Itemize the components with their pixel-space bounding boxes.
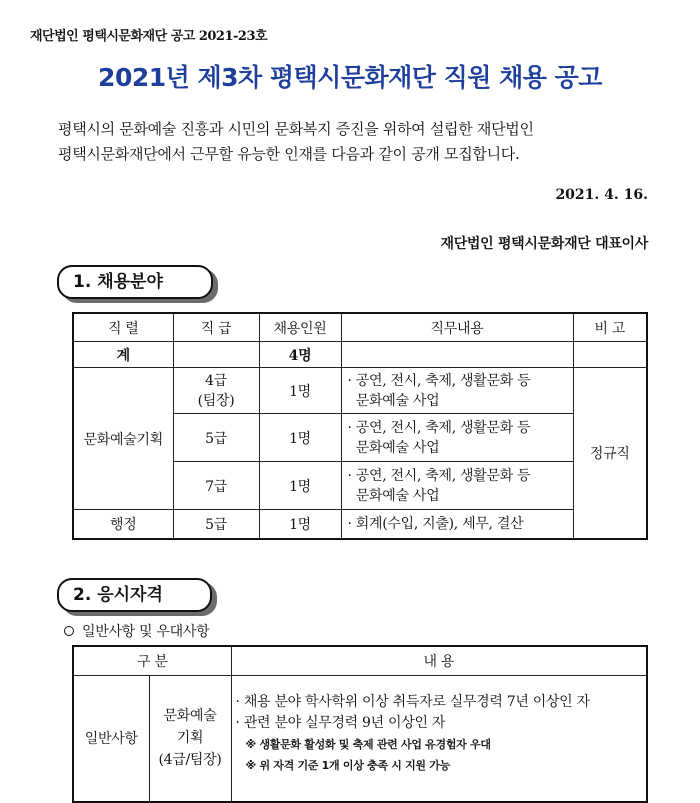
position-cell: 문화예술 기획 (4급/팀장): [149, 676, 231, 802]
count-cell: 1명: [259, 368, 341, 414]
circle-bullet-icon: [64, 626, 74, 636]
empty-cell: [173, 342, 259, 368]
total-row: [73, 342, 647, 368]
col-header-category: 구 분: [73, 646, 231, 676]
col-header-duty: 직무내용: [341, 313, 573, 342]
series-cell: 행정: [73, 510, 173, 539]
count-cell: 1명: [259, 414, 341, 462]
table-row: [73, 368, 647, 414]
duty-cell: · 회계(수입, 지출), 세무, 결산: [341, 510, 573, 539]
qualification-table: [72, 645, 648, 803]
col-header-remark: 비 고: [573, 313, 647, 342]
grade-cell: 5급: [173, 510, 259, 539]
remark-cell: 정규직: [573, 368, 647, 539]
col-header-series: 직 렬: [73, 313, 173, 342]
col-header-count: 채용인원: [259, 313, 341, 342]
grade-cell: 7급: [173, 462, 259, 510]
intro-paragraph: [58, 117, 658, 167]
table-row: [73, 510, 647, 539]
duty-cell: · 공연, 전시, 축제, 생활문화 등 문화예술 사업: [341, 462, 573, 510]
series-cell: 문화예술기획: [73, 368, 173, 510]
note-item: ※ 생활문화 활성화 및 축제 관련 사업 유경험자 우대: [245, 738, 491, 751]
recruitment-table: [72, 312, 648, 540]
table-header-row: [73, 313, 647, 342]
page-title: 2021년 제3차 평택시문화재단 직원 채용 공고: [98, 63, 602, 92]
empty-cell: [341, 342, 573, 368]
grade-cell: 4급 (팀장): [173, 368, 259, 414]
intro-line-2: 평택시문화재단에서 근무할 유능한 인재를 다음과 같이 공개 모집합니다.: [58, 145, 520, 163]
intro-line-1: 평택시의 문화예술 진흥과 시민의 문화복지 증진을 위하여 설립한 재단법인: [58, 120, 534, 138]
section-heading-recruitment-fields: 1. 채용분야: [57, 265, 213, 299]
col-header-grade: 직 급: [173, 313, 259, 342]
duty-cell: · 공연, 전시, 축제, 생활문화 등 문화예술 사업: [341, 414, 573, 462]
note-item: ※ 위 자격 기준 1개 이상 충족 시 지원 가능: [245, 759, 450, 772]
grade-cell: 5급: [173, 414, 259, 462]
table-header-row: [73, 646, 647, 676]
notice-number: 재단법인 평택시문화재단 공고 2021-23호: [30, 29, 268, 44]
duty-cell: · 공연, 전시, 축제, 생활문화 등 문화예술 사업: [341, 368, 573, 414]
subheading: [64, 621, 209, 641]
category-cell: 일반사항: [73, 676, 149, 802]
issuer-name: 재단법인 평택시문화재단 대표이사: [440, 236, 648, 252]
subheading-label: 일반사항 및 우대사항: [82, 624, 210, 640]
empty-cell: [573, 342, 647, 368]
table-row: [73, 676, 647, 802]
col-header-content: 내 용: [231, 646, 647, 676]
content-cell: [231, 676, 647, 802]
notice-date: 2021. 4. 16.: [555, 187, 648, 203]
count-cell: 1명: [259, 462, 341, 510]
qualification-item: · 채용 분야 학사학위 이상 취득자로 실무경력 7년 이상인 자: [235, 694, 590, 710]
count-cell: 1명: [259, 510, 341, 539]
section-heading-qualifications: 2. 응시자격: [57, 578, 212, 612]
qualification-item: · 관련 분야 실무경력 9년 이상인 자: [235, 715, 446, 731]
total-count: 4명: [259, 342, 341, 368]
total-label: 계: [73, 342, 173, 368]
